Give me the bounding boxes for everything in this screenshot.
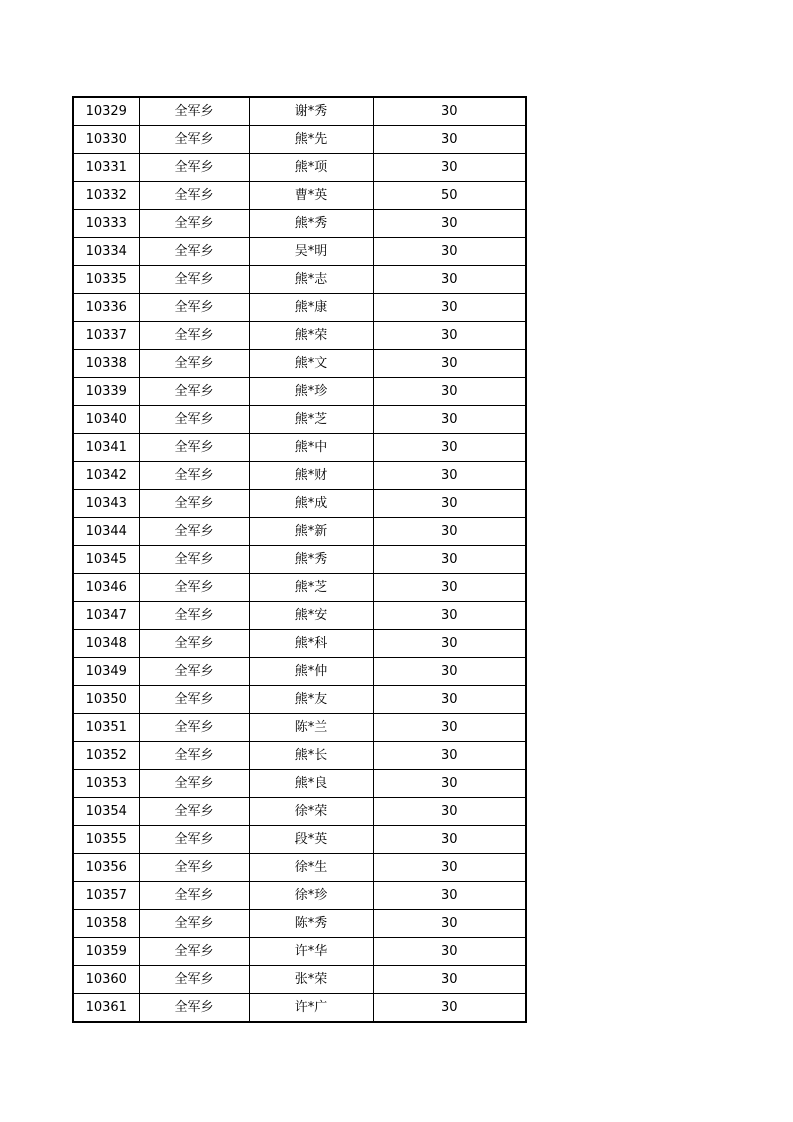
township-cell: 全军乡 xyxy=(139,462,249,490)
table-row xyxy=(73,966,526,994)
table-row xyxy=(73,406,526,434)
person-name-cell: 熊*项 xyxy=(249,154,373,182)
table-row xyxy=(73,574,526,602)
amount-cell: 30 xyxy=(373,210,526,238)
table-row xyxy=(73,686,526,714)
record-id-cell: 10341 xyxy=(73,434,139,462)
table-row xyxy=(73,266,526,294)
person-name-cell: 熊*康 xyxy=(249,294,373,322)
township-cell: 全军乡 xyxy=(139,574,249,602)
table-row xyxy=(73,602,526,630)
amount-cell: 30 xyxy=(373,378,526,406)
record-id-cell: 10351 xyxy=(73,714,139,742)
table-row xyxy=(73,994,526,1023)
person-name-cell: 熊*科 xyxy=(249,630,373,658)
amount-cell: 30 xyxy=(373,350,526,378)
person-name-cell: 熊*长 xyxy=(249,742,373,770)
table-row xyxy=(73,658,526,686)
amount-cell: 30 xyxy=(373,518,526,546)
township-cell: 全军乡 xyxy=(139,546,249,574)
record-id-cell: 10346 xyxy=(73,574,139,602)
table-row xyxy=(73,882,526,910)
record-id-cell: 10360 xyxy=(73,966,139,994)
table-row xyxy=(73,434,526,462)
table-row xyxy=(73,546,526,574)
record-id-cell: 10361 xyxy=(73,994,139,1023)
person-name-cell: 熊*仲 xyxy=(249,658,373,686)
amount-cell: 50 xyxy=(373,182,526,210)
person-name-cell: 段*英 xyxy=(249,826,373,854)
township-cell: 全军乡 xyxy=(139,210,249,238)
table-row xyxy=(73,238,526,266)
amount-cell: 30 xyxy=(373,770,526,798)
amount-cell: 30 xyxy=(373,574,526,602)
person-name-cell: 熊*荣 xyxy=(249,322,373,350)
person-name-cell: 熊*秀 xyxy=(249,546,373,574)
table-row xyxy=(73,854,526,882)
person-name-cell: 熊*先 xyxy=(249,126,373,154)
township-cell: 全军乡 xyxy=(139,322,249,350)
person-name-cell: 熊*新 xyxy=(249,518,373,546)
record-id-cell: 10345 xyxy=(73,546,139,574)
person-name-cell: 徐*荣 xyxy=(249,798,373,826)
amount-cell: 30 xyxy=(373,630,526,658)
table-row xyxy=(73,126,526,154)
amount-cell: 30 xyxy=(373,97,526,126)
amount-cell: 30 xyxy=(373,238,526,266)
record-id-cell: 10343 xyxy=(73,490,139,518)
record-id-cell: 10350 xyxy=(73,686,139,714)
amount-cell: 30 xyxy=(373,966,526,994)
township-cell: 全军乡 xyxy=(139,994,249,1023)
amount-cell: 30 xyxy=(373,714,526,742)
township-cell: 全军乡 xyxy=(139,602,249,630)
amount-cell: 30 xyxy=(373,322,526,350)
record-id-cell: 10342 xyxy=(73,462,139,490)
amount-cell: 30 xyxy=(373,826,526,854)
record-id-cell: 10336 xyxy=(73,294,139,322)
person-name-cell: 熊*珍 xyxy=(249,378,373,406)
table-row xyxy=(73,294,526,322)
person-name-cell: 许*广 xyxy=(249,994,373,1023)
township-cell: 全军乡 xyxy=(139,406,249,434)
person-name-cell: 熊*芝 xyxy=(249,574,373,602)
amount-cell: 30 xyxy=(373,462,526,490)
township-cell: 全军乡 xyxy=(139,854,249,882)
record-id-cell: 10339 xyxy=(73,378,139,406)
township-cell: 全军乡 xyxy=(139,910,249,938)
table-row xyxy=(73,322,526,350)
data-table xyxy=(72,96,527,1023)
table-row xyxy=(73,378,526,406)
record-id-cell: 10354 xyxy=(73,798,139,826)
record-id-cell: 10330 xyxy=(73,126,139,154)
amount-cell: 30 xyxy=(373,938,526,966)
person-name-cell: 熊*成 xyxy=(249,490,373,518)
table-row xyxy=(73,182,526,210)
record-id-cell: 10334 xyxy=(73,238,139,266)
amount-cell: 30 xyxy=(373,742,526,770)
record-id-cell: 10357 xyxy=(73,882,139,910)
amount-cell: 30 xyxy=(373,406,526,434)
amount-cell: 30 xyxy=(373,602,526,630)
record-id-cell: 10337 xyxy=(73,322,139,350)
person-name-cell: 熊*文 xyxy=(249,350,373,378)
record-id-cell: 10344 xyxy=(73,518,139,546)
amount-cell: 30 xyxy=(373,546,526,574)
person-name-cell: 张*荣 xyxy=(249,966,373,994)
table-row xyxy=(73,798,526,826)
record-id-cell: 10331 xyxy=(73,154,139,182)
township-cell: 全军乡 xyxy=(139,770,249,798)
amount-cell: 30 xyxy=(373,798,526,826)
person-name-cell: 陈*兰 xyxy=(249,714,373,742)
table-row xyxy=(73,714,526,742)
person-name-cell: 曹*英 xyxy=(249,182,373,210)
person-name-cell: 徐*生 xyxy=(249,854,373,882)
record-id-cell: 10358 xyxy=(73,910,139,938)
record-id-cell: 10333 xyxy=(73,210,139,238)
record-id-cell: 10335 xyxy=(73,266,139,294)
township-cell: 全军乡 xyxy=(139,294,249,322)
person-name-cell: 吴*明 xyxy=(249,238,373,266)
amount-cell: 30 xyxy=(373,658,526,686)
table-row xyxy=(73,630,526,658)
table-row xyxy=(73,910,526,938)
township-cell: 全军乡 xyxy=(139,434,249,462)
amount-cell: 30 xyxy=(373,910,526,938)
amount-cell: 30 xyxy=(373,434,526,462)
township-cell: 全军乡 xyxy=(139,490,249,518)
township-cell: 全军乡 xyxy=(139,686,249,714)
person-name-cell: 熊*财 xyxy=(249,462,373,490)
amount-cell: 30 xyxy=(373,126,526,154)
township-cell: 全军乡 xyxy=(139,966,249,994)
township-cell: 全军乡 xyxy=(139,518,249,546)
amount-cell: 30 xyxy=(373,490,526,518)
person-name-cell: 熊*友 xyxy=(249,686,373,714)
record-id-cell: 10348 xyxy=(73,630,139,658)
township-cell: 全军乡 xyxy=(139,714,249,742)
table-row xyxy=(73,518,526,546)
amount-cell: 30 xyxy=(373,266,526,294)
table-row xyxy=(73,742,526,770)
record-id-cell: 10332 xyxy=(73,182,139,210)
table-row xyxy=(73,770,526,798)
amount-cell: 30 xyxy=(373,994,526,1023)
township-cell: 全军乡 xyxy=(139,266,249,294)
township-cell: 全军乡 xyxy=(139,630,249,658)
record-id-cell: 10347 xyxy=(73,602,139,630)
person-name-cell: 徐*珍 xyxy=(249,882,373,910)
township-cell: 全军乡 xyxy=(139,378,249,406)
township-cell: 全军乡 xyxy=(139,938,249,966)
table-row xyxy=(73,490,526,518)
record-id-cell: 10353 xyxy=(73,770,139,798)
record-id-cell: 10340 xyxy=(73,406,139,434)
table-row xyxy=(73,462,526,490)
record-id-cell: 10349 xyxy=(73,658,139,686)
table-row xyxy=(73,938,526,966)
amount-cell: 30 xyxy=(373,154,526,182)
township-cell: 全军乡 xyxy=(139,97,249,126)
person-name-cell: 熊*良 xyxy=(249,770,373,798)
township-cell: 全军乡 xyxy=(139,826,249,854)
person-name-cell: 熊*秀 xyxy=(249,210,373,238)
person-name-cell: 陈*秀 xyxy=(249,910,373,938)
table-row xyxy=(73,154,526,182)
record-id-cell: 10338 xyxy=(73,350,139,378)
township-cell: 全军乡 xyxy=(139,798,249,826)
township-cell: 全军乡 xyxy=(139,182,249,210)
township-cell: 全军乡 xyxy=(139,658,249,686)
table-row xyxy=(73,97,526,126)
person-name-cell: 熊*芝 xyxy=(249,406,373,434)
person-name-cell: 谢*秀 xyxy=(249,97,373,126)
township-cell: 全军乡 xyxy=(139,126,249,154)
record-id-cell: 10352 xyxy=(73,742,139,770)
amount-cell: 30 xyxy=(373,854,526,882)
person-name-cell: 熊*中 xyxy=(249,434,373,462)
table-row xyxy=(73,826,526,854)
township-cell: 全军乡 xyxy=(139,238,249,266)
table-row xyxy=(73,350,526,378)
township-cell: 全军乡 xyxy=(139,154,249,182)
amount-cell: 30 xyxy=(373,686,526,714)
person-name-cell: 熊*安 xyxy=(249,602,373,630)
person-name-cell: 熊*志 xyxy=(249,266,373,294)
record-id-cell: 10356 xyxy=(73,854,139,882)
township-cell: 全军乡 xyxy=(139,350,249,378)
township-cell: 全军乡 xyxy=(139,882,249,910)
record-id-cell: 10355 xyxy=(73,826,139,854)
amount-cell: 30 xyxy=(373,294,526,322)
record-id-cell: 10329 xyxy=(73,97,139,126)
amount-cell: 30 xyxy=(373,882,526,910)
table-body xyxy=(73,97,526,1022)
record-id-cell: 10359 xyxy=(73,938,139,966)
person-name-cell: 许*华 xyxy=(249,938,373,966)
township-cell: 全军乡 xyxy=(139,742,249,770)
table-row xyxy=(73,210,526,238)
